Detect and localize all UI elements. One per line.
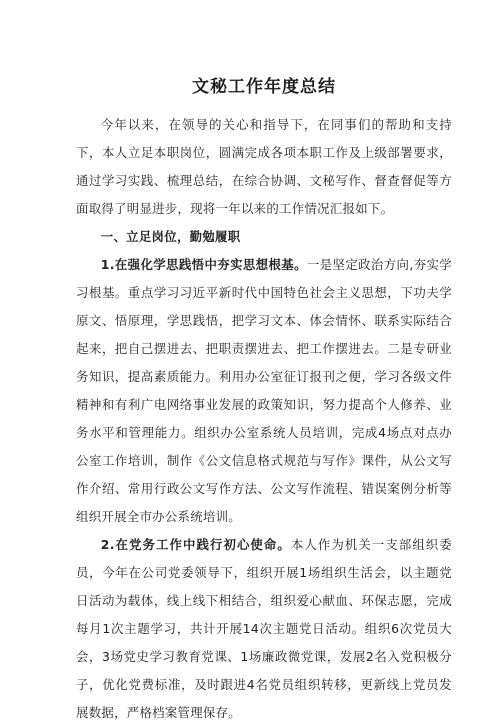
document-title: 文秘工作年度总结 <box>192 77 336 97</box>
item-paragraph-2 <box>76 531 452 727</box>
intro-paragraph: 今年以来，在领导的关心和指导下，在同事们的帮助和支持下，本人立足本职岗位，圆满完成各项本职工作及上级部署要求，通过学习实践、梳理总结，在综合协调、文秘写作、督查督促等方面取得了明显进步，现将一年以来的工作情况汇报如下。 <box>76 117 452 216</box>
item-lead-2: 2.在党务工作中践行初心使命。 <box>100 537 291 552</box>
item-body-1: 一是坚定政治方向,夯实学习根基。重点学习习近平新时代中国特色社会主义思想，下功夫学原文、悟原理，学思践悟，把学习文本、体会情怀、联系实际结合起来，把自己摆进去、把职责摆进去、把工作摆进去。二是专研业务知识，提高素质能力。利用办公室征订报刊之便，学习各级文件精神和有利广电网络事业发展的政策知识，努力提高个人修养、业务水平和管理能力。组织办公室系统人员培训，完成4场点对点办公室工作培训，制作《公文信息格式规范与写作》课件，从公文写作介绍、常用行政公文写作方法、公文写作流程、错误案例分析等组织开展全市办公系统培训。 <box>76 257 452 524</box>
item-paragraph-1 <box>76 251 452 531</box>
section-heading: 一、立足岗位，勤勉履职 <box>100 229 241 244</box>
item-lead-1: 1.在强化学思践悟中夯实思想根基。 <box>100 257 307 272</box>
item-body-2: 本人作为机关一支部组织委员，今年在公司党委领导下，组织开展1场组织生活会，以主题党日活动为载体，线上线下相结合，组织爱心献血、环保志愿，完成每月1次主题学习，共计开展14次主题党日活动。组织6次党员大会，3场党史学习教育党课、1场廉政微党课，发展2名入党积极分子，优化党费标准，及时跟进4名党员组织转移，更新线上党员发展数据，严格档案管理保存。 <box>76 537 452 720</box>
